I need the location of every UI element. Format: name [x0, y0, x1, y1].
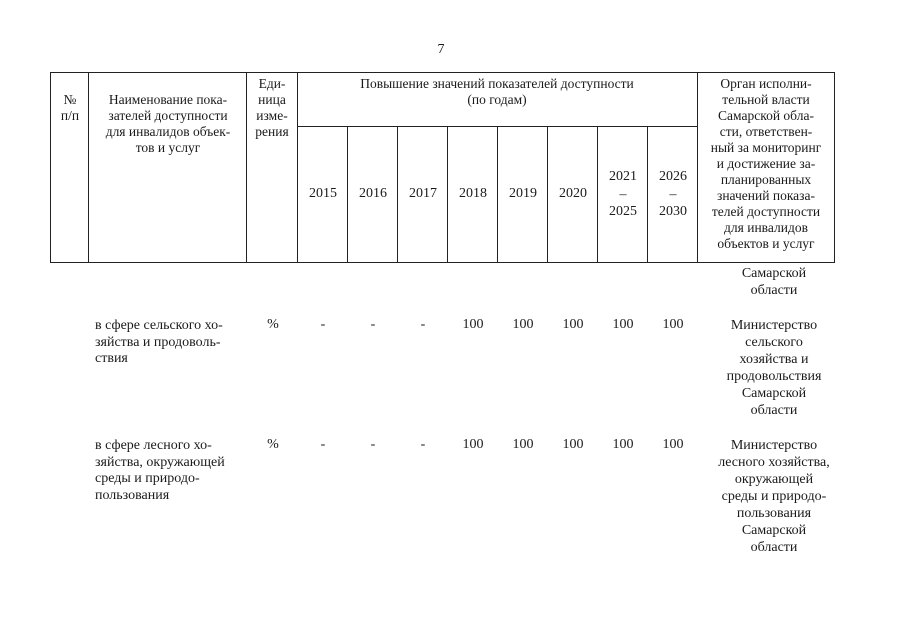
page-number: 7 [437, 42, 445, 57]
row-name-line: зяйства, окружающей [95, 454, 225, 470]
row-unit: % [267, 317, 279, 332]
row-organ: Министерство сельского хозяйства и продовольствия Самарской области [726, 318, 822, 418]
row-value: - [420, 317, 426, 332]
carryover-organ: Самарской области [741, 266, 807, 298]
row-name [95, 438, 245, 504]
row-value: - [370, 437, 376, 452]
row-value: 100 [662, 317, 684, 332]
row-unit: % [267, 437, 279, 452]
year-label: 2017 [409, 186, 437, 201]
col-divider [246, 72, 247, 263]
year-label: 2015 [309, 186, 337, 201]
year-label: 2016 [359, 186, 387, 201]
row-value: 100 [612, 317, 634, 332]
row-value: 100 [612, 437, 634, 452]
row-value: - [320, 317, 326, 332]
header-num: № п/п [60, 92, 80, 123]
row-name-line: среды и природо- [95, 471, 200, 486]
year-label: 2019 [509, 186, 537, 201]
row-value: - [320, 437, 326, 452]
header-bottom-border [50, 262, 835, 263]
row-name [95, 318, 245, 368]
row-organ: Министерство лесного хозяйства, окружающей среды и природо- пользования Самарской области [718, 438, 830, 555]
row-value: 100 [562, 317, 584, 332]
year-label: 2020 [559, 186, 587, 201]
row-value: - [420, 437, 426, 452]
row-value: 100 [512, 437, 534, 452]
header-top-border [50, 72, 835, 73]
row-value: 100 [512, 317, 534, 332]
row-value: 100 [562, 437, 584, 452]
row-name-line: в сфере лесного хо- [95, 438, 212, 453]
header-right-border [834, 72, 835, 263]
header-name: Наименование пока- зателей доступности для инвалидов объек- тов и услуг [105, 92, 231, 155]
row-name-line: зяйства и продоволь- [95, 334, 221, 350]
col-divider [88, 72, 89, 263]
row-value: 100 [662, 437, 684, 452]
year-range-label: 2026 – 2030 [659, 169, 687, 219]
header-unit: Еди- ница изме- рения [255, 76, 289, 139]
year-label: 2018 [459, 186, 487, 201]
header-increase: Повышение значений показателей доступности (по годам) [360, 76, 634, 107]
row-name-line: в сфере сельского хо- [95, 318, 223, 333]
row-name-line: ствия [95, 351, 128, 366]
header-organ: Орган исполни- тельной власти Самарской обла- сти, ответствен- ный за мониторинг и достижение за- планированных значений показа- телей доступности для инвалидов объектов и услуг [710, 76, 822, 251]
year-range-label: 2021 – 2025 [609, 169, 637, 219]
row-value: 100 [462, 317, 484, 332]
row-name-line: пользования [95, 487, 170, 503]
row-value: 100 [462, 437, 484, 452]
header-left-border [50, 72, 51, 263]
row-value: - [370, 317, 376, 332]
